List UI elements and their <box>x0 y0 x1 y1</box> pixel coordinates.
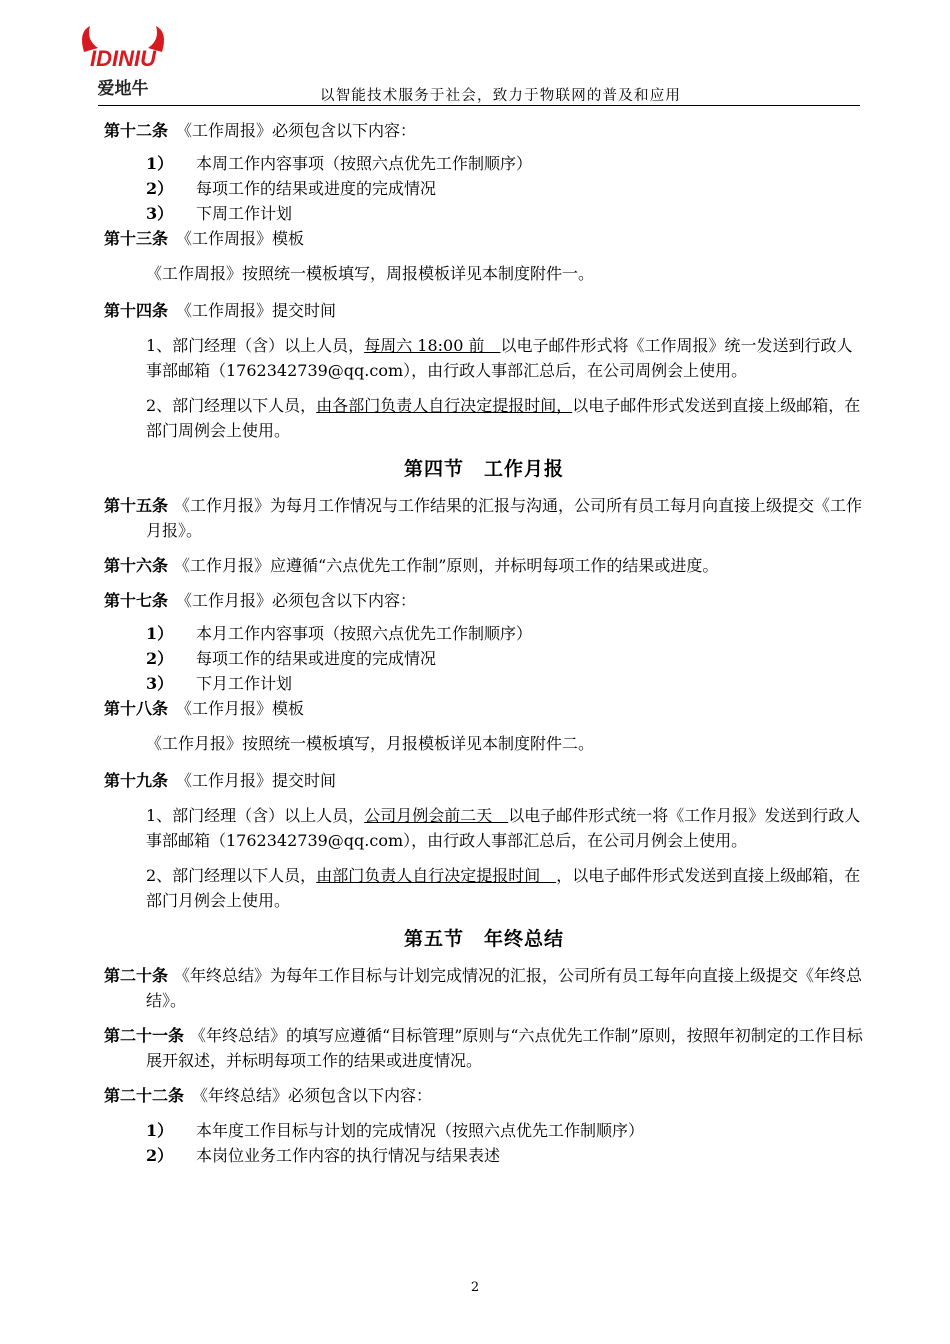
text: 1、部门经理（含）以上人员， <box>146 806 365 825</box>
article-text: 《年终总结》的填写应遵循“目标管理”原则与“六点优先工作制”原则，按照年初制定的工作目标展开叙述，并标明每项工作的结果或进度情况。 <box>146 1026 863 1070</box>
article-22 <box>104 1083 864 1108</box>
logo-text-cn: 爱地牛 <box>97 79 149 99</box>
list-marker: 2） <box>146 179 174 198</box>
list-marker: 3） <box>146 204 174 223</box>
article-number: 第十九条 <box>104 771 169 790</box>
underlined-text: 每周六 18:00 前 <box>364 336 501 355</box>
article-number: 第二十一条 <box>104 1026 185 1045</box>
paragraph: 《工作月报》按照统一模板填写，月报模板详见本制度附件二。 <box>146 734 595 753</box>
list-marker: 1） <box>146 154 174 173</box>
list-text: 每项工作的结果或进度的完成情况 <box>196 649 437 668</box>
list-item <box>104 1143 864 1168</box>
list-text: 本岗位业务工作内容的执行情况与结果表述 <box>196 1146 501 1165</box>
list-marker: 2） <box>146 1146 174 1165</box>
list-item <box>104 1118 864 1143</box>
article-number: 第十六条 <box>104 556 169 575</box>
article-number: 第十三条 <box>104 229 169 248</box>
article-17 <box>104 588 864 613</box>
article-text: 《工作月报》模板 <box>176 699 305 718</box>
page-number: 2 <box>470 1280 480 1295</box>
list-text: 本月工作内容事项（按照六点优先工作制顺序） <box>196 624 533 643</box>
article-15 <box>104 493 864 543</box>
article-number: 第十四条 <box>104 301 169 320</box>
article-number: 第二十二条 <box>104 1086 185 1105</box>
paragraph <box>104 393 864 443</box>
list-item <box>104 621 864 646</box>
list-marker: 3） <box>146 674 174 693</box>
bull-logo-icon <box>76 22 170 102</box>
text: 1、部门经理（含）以上人员， <box>146 336 365 355</box>
article-text: 《工作月报》为每月工作情况与工作结果的汇报与沟通，公司所有员工每月向直接上级提交《工作月报》。 <box>146 496 863 540</box>
text: 2、部门经理以下人员， <box>146 866 317 885</box>
text: 以电子邮件形式统一将《工作月报》发送到行政人事部邮箱（1762342739@qq.com），由行政人事部汇总后，在公司月例会上使用。 <box>146 806 861 850</box>
paragraph <box>104 803 864 853</box>
article-21 <box>104 1023 864 1073</box>
list-item <box>104 151 864 176</box>
article-16 <box>104 553 864 578</box>
document-body <box>104 118 864 1168</box>
header-slogan: 以智能技术服务于社会，致力于物联网的普及和应用 <box>320 88 682 104</box>
list-marker: 1） <box>146 1121 174 1140</box>
article-19 <box>104 768 864 793</box>
list-text: 本年度工作目标与计划的完成情况（按照六点优先工作制顺序） <box>196 1121 645 1140</box>
text: 以电子邮件形式发送到直接上级邮箱，在部门周例会上使用。 <box>146 396 861 440</box>
section-heading: 第四节 工作月报 <box>403 458 564 480</box>
article-text: 《工作月报》必须包含以下内容： <box>176 591 417 610</box>
list-text: 本周工作内容事项（按照六点优先工作制顺序） <box>196 154 533 173</box>
underlined-text: 公司月例会前二天 <box>364 806 509 825</box>
article-text: 《年终总结》为每年工作目标与计划完成情况的汇报，公司所有员工每年向直接上级提交《年终总结》。 <box>146 966 863 1010</box>
article-number: 第二十条 <box>104 966 169 985</box>
company-logo <box>76 22 170 102</box>
article-number: 第十七条 <box>104 591 169 610</box>
paragraph <box>104 863 864 913</box>
article-number: 第十八条 <box>104 699 169 718</box>
article-12 <box>104 118 864 143</box>
underlined-text: 由部门负责人自行决定提报时间 <box>316 866 557 885</box>
article-text: 《工作周报》必须包含以下内容： <box>176 121 417 140</box>
article-text: 《年终总结》必须包含以下内容： <box>192 1086 433 1105</box>
paragraph <box>104 333 864 383</box>
list-item <box>104 201 864 226</box>
article-13 <box>104 226 864 251</box>
text: 2、部门经理以下人员， <box>146 396 317 415</box>
logo-text-en: IDINIU <box>90 46 156 71</box>
section-heading: 第五节 年终总结 <box>403 928 564 950</box>
underlined-text: 由各部门负责人自行决定提报时间， <box>316 396 573 415</box>
article-number: 第十五条 <box>104 496 169 515</box>
list-text: 每项工作的结果或进度的完成情况 <box>196 179 437 198</box>
article-number: 第十二条 <box>104 121 169 140</box>
list-text: 下周工作计划 <box>196 204 293 223</box>
article-text: 《工作月报》应遵循“六点优先工作制”原则，并标明每项工作的结果或进度。 <box>174 556 719 575</box>
article-18 <box>104 696 864 721</box>
paragraph: 《工作周报》按照统一模板填写，周报模板详见本制度附件一。 <box>146 264 595 283</box>
article-20 <box>104 963 864 1013</box>
list-marker: 1） <box>146 624 174 643</box>
list-item <box>104 646 864 671</box>
text: 以电子邮件形式将《工作周报》统一发送到行政人事部邮箱（1762342739@qq.com），由行政人事部汇总后，在公司周例会上使用。 <box>146 336 853 380</box>
article-text: 《工作月报》提交时间 <box>176 771 337 790</box>
article-text: 《工作周报》模板 <box>176 229 305 248</box>
list-marker: 2） <box>146 649 174 668</box>
article-14 <box>104 298 864 323</box>
header-divider <box>98 105 860 106</box>
list-text: 下月工作计划 <box>196 674 293 693</box>
text: ，以电子邮件形式发送到直接上级邮箱，在部门月例会上使用。 <box>146 866 861 910</box>
list-item <box>104 176 864 201</box>
list-item <box>104 671 864 696</box>
article-text: 《工作周报》提交时间 <box>176 301 337 320</box>
